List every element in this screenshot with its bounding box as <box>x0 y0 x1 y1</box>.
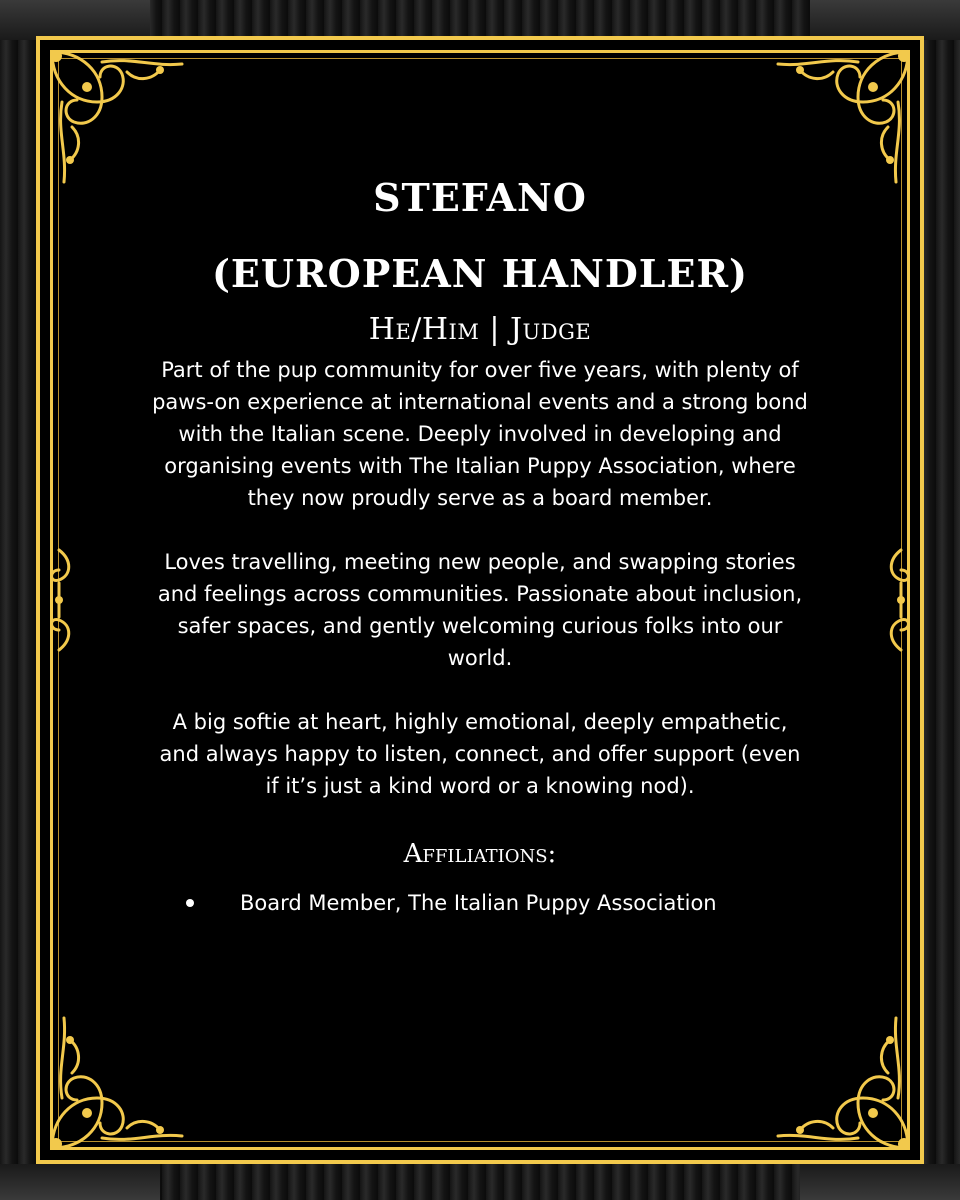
profile-name <box>150 160 810 312</box>
affiliation-text: Board Member, The Italian Puppy Association <box>240 891 717 915</box>
column-capital-right <box>810 0 960 40</box>
name-line-1: STEFANO <box>373 175 587 220</box>
list-item <box>150 888 810 918</box>
profile-card <box>150 160 810 918</box>
name-line-2: (EUROPEAN HANDLER) <box>211 251 749 296</box>
affiliations-heading: Affiliations: <box>403 839 557 869</box>
ornament-side-right-icon <box>886 545 916 655</box>
column-capital-left <box>0 0 150 40</box>
ornament-corner-bottom-left-icon <box>42 1008 192 1158</box>
bio-paragraph-3: A big softie at heart, highly emotional, deeply empathetic, and always happy to listen, connect, and offer support (even if it’s just a kind word or a knowing nod). <box>159 710 801 798</box>
affiliations-list <box>150 888 810 918</box>
bullet-icon <box>186 899 194 907</box>
ornament-side-left-icon <box>44 545 74 655</box>
column-base-right <box>800 1164 960 1200</box>
bio-paragraph-2: Loves travelling, meeting new people, and swapping stories and feelings across communities. Passionate about inclusion, safer spaces, and gently welcoming curious folks into our world. <box>157 550 803 670</box>
ornament-corner-bottom-right-icon <box>768 1008 918 1158</box>
pronouns-role: He/Him | Judge <box>368 312 592 347</box>
bio-paragraph-1: Part of the pup community for over five years, with plenty of paws-on experience at international events and a strong bond with the Italian scene. Deeply involved in developing and organising events with The Italian Puppy Association, where they now proudly serve as a board member. <box>152 358 808 510</box>
column-base-left <box>0 1164 160 1200</box>
